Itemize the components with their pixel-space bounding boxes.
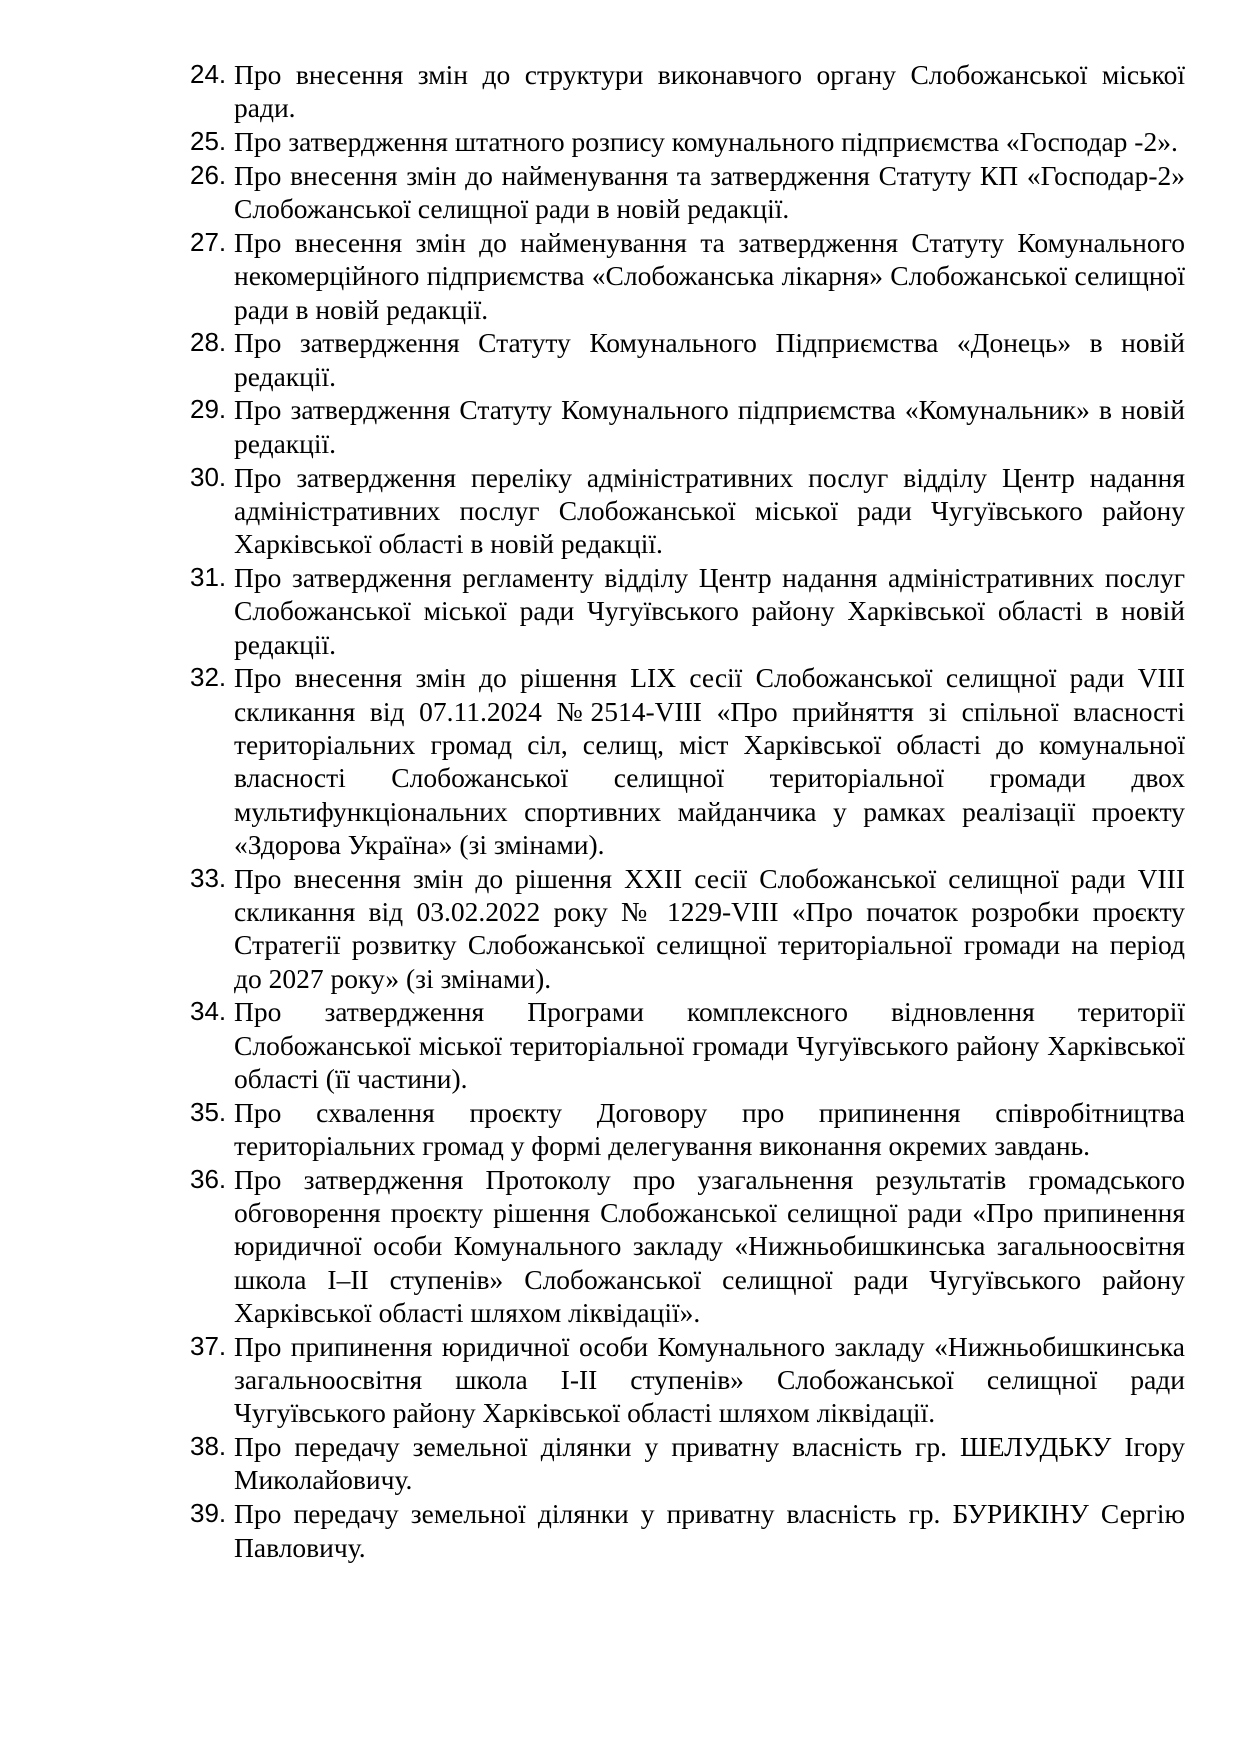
item-text: Про внесення змін до рішення XXII сесії Слобожанської селищної ради VIII скликання від 03.02.2022 року № 1229-VIII «Про початок розробки проєкту Стратегії розвитку Слобожанської селищної територіальної громади на період до 2027 року» (зі змінами). (234, 862, 1185, 994)
item-number: 24. (190, 59, 227, 89)
item-number: 34. (190, 996, 227, 1027)
item-number: 33. (190, 862, 227, 893)
item-text: Про схвалення проєкту Договору про припинення співробітництва територіальних громад у формі делегування виконання окремих завдань. (234, 1096, 1185, 1161)
item-text: Про внесення змін до найменування та затвердження Статуту КП «Господар-2» Слобожанської селищної ради в новій редакції. (234, 159, 1185, 225)
item-text: Про затвердження штатного розпису комунального підприємства «Господар -2». (234, 126, 1178, 158)
agenda-item-33 (190, 862, 1185, 995)
item-number: 36. (190, 1163, 227, 1194)
item-number: 29. (190, 394, 227, 425)
item-text: Про затвердження Протоколу про узагальнення результатів громадського обговорення проєкту рішення Слобожанської селищної ради «Про припинення юридичної особи Комунального закладу «Нижньобишкинська загальноосвітня школа І–ІІ ступенів» Слобожанської селищної ради Чугуївського району Харківської області шляхом ліквідації». (234, 1163, 1185, 1328)
item-number: 38. (190, 1431, 227, 1462)
agenda-item-35 (190, 1096, 1185, 1163)
agenda-item-30 (190, 461, 1185, 561)
item-number: 31. (190, 561, 227, 592)
item-number: 26. (190, 159, 227, 190)
item-number: 25. (190, 126, 227, 157)
item-text: Про затвердження Програми комплексного відновлення території Слобожанської міської територіальної громади Чугуївського району Харківської області (її частини). (234, 996, 1185, 1094)
item-text: Про внесення змін до найменування та затвердження Статуту Комунального некомерційного підприємства «Слобожанська лікарня» Слобожанської селищної ради в новій редакції. (234, 226, 1185, 325)
agenda-item-31 (190, 561, 1185, 661)
item-number: 39. (190, 1498, 227, 1529)
item-number: 35. (190, 1096, 227, 1127)
item-text: Про внесення змін до структури виконавчого органу Слобожанської міської ради. (234, 59, 1185, 124)
item-text: Про затвердження Статуту Комунального Підприємства «Донець» в новій редакції. (234, 327, 1185, 392)
agenda-item-27 (190, 226, 1185, 326)
item-number: 32. (190, 662, 227, 693)
agenda-item-26 (190, 159, 1185, 226)
item-text: Про внесення змін до рішення LIX сесії Слобожанської селищної ради VIII скликання від 07.11.2024 №2514-VIII «Про прийняття зі спільної власності територіальних громад сіл, селищ, міст Харківської області до комунальної власності Слобожанської селищної територіальної громади двох мультифункціональних спортивних майданчика у рамках реалізації проекту «Здорова Україна» (зі змінами). (234, 662, 1185, 860)
item-text: Про передачу земельної ділянки у приватну власність гр. ШЕЛУДЬКУ Ігору Миколайовичу. (234, 1431, 1185, 1496)
agenda-item-39 (190, 1497, 1185, 1564)
agenda-item-24 (190, 58, 1185, 125)
item-text: Про затвердження Статуту Комунального підприємства «Комунальник» в новій редакції. (234, 394, 1185, 459)
item-text: Про припинення юридичної особи Комунального закладу «Нижньобишкинська загальноосвітня школа І-ІІ ступенів» Слобожанської селищної ради Чугуївського району Харківської області шляхом ліквідації. (234, 1330, 1185, 1429)
item-text: Про передачу земельної ділянки у приватну власність гр. БУРИКІНУ Сергію Павловичу. (234, 1498, 1185, 1563)
agenda-item-34 (190, 995, 1185, 1095)
agenda-item-36 (190, 1163, 1185, 1329)
agenda-item-29 (190, 393, 1185, 460)
item-text: Про затвердження переліку адміністративних послуг відділу Центр надання адміністративних послуг Слобожанської міської ради Чугуївського району Харківської області в новій редакції. (234, 461, 1185, 560)
agenda-item-38 (190, 1430, 1185, 1497)
agenda-item-25 (190, 125, 1185, 158)
item-number: 37. (190, 1330, 227, 1361)
item-text: Про затвердження регламенту відділу Центр надання адміністративних послуг Слобожанської міської ради Чугуївського району Харківської області в новій редакції. (234, 561, 1185, 660)
item-number: 27. (190, 226, 227, 257)
agenda-item-37 (190, 1330, 1185, 1430)
item-number: 28. (190, 327, 227, 358)
item-number: 30. (190, 461, 227, 492)
agenda-list (190, 58, 1185, 1564)
agenda-item-28 (190, 326, 1185, 393)
agenda-item-32 (190, 661, 1185, 861)
